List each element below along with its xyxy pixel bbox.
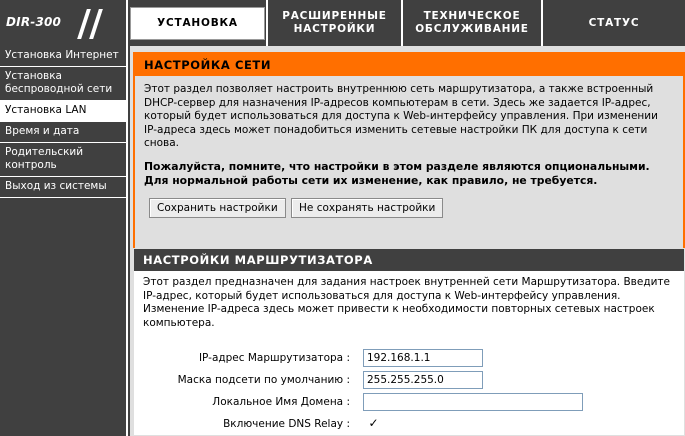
router-settings-panel	[133, 248, 685, 436]
tab-advanced-label: РАСШИРЕННЫЕ НАСТРОЙКИ	[282, 10, 387, 35]
network-settings-title: НАСТРОЙКА СЕТИ	[135, 54, 683, 76]
model-name: DIR-300	[6, 15, 62, 29]
router-settings-title: НАСТРОЙКИ МАРШРУТИЗАТОРА	[134, 249, 684, 271]
ip-address-input[interactable]	[363, 349, 483, 367]
tab-status[interactable]	[541, 0, 685, 46]
network-settings-warning: Пожалуйста, помните, что настройки в этом разделе являются опциональными. Для нормальной работы сети их изменение, как правило, не требуется.	[144, 159, 650, 187]
logo-slash-icon	[77, 9, 91, 39]
sidebar-item-wireless-setup[interactable]: Установка беспроводной сети	[0, 67, 126, 101]
tab-maintenance-label: ТЕХНИЧЕСКОЕ ОБСЛУЖИВАНИЕ	[415, 10, 529, 35]
domain-name-row	[134, 393, 685, 413]
tab-advanced-settings[interactable]	[266, 0, 401, 46]
domain-name-label: Локальное Имя Домена :	[212, 396, 350, 408]
sidebar-item-time-date[interactable]: Время и дата	[0, 122, 126, 143]
brand-logo	[0, 0, 128, 46]
sidebar	[0, 46, 128, 436]
tab-maintenance[interactable]	[401, 0, 541, 46]
dont-save-settings-button[interactable]: Не сохранять настройки	[291, 198, 443, 218]
sidebar-item-lan-setup[interactable]: Установка LAN	[0, 101, 126, 122]
ip-address-row	[134, 349, 685, 369]
dns-relay-label: Включение DNS Relay :	[223, 418, 350, 430]
sidebar-item-parental-control[interactable]: Родительский контроль	[0, 143, 126, 177]
tab-setup-label: УСТАНОВКА	[157, 17, 238, 29]
ip-address-label: IP-адрес Маршрутизатора :	[198, 352, 350, 364]
sidebar-item-logout[interactable]: Выход из системы	[0, 177, 126, 198]
domain-name-input[interactable]	[363, 393, 583, 411]
top-navigation-bar	[0, 0, 685, 46]
tab-status-label: СТАТУС	[588, 16, 640, 29]
subnet-mask-row	[134, 371, 685, 391]
sidebar-item-internet-setup[interactable]: Установка Интернет	[0, 46, 126, 67]
subnet-mask-label: Маска подсети по умолчанию :	[177, 374, 350, 386]
dns-relay-row	[134, 415, 685, 435]
main-content	[130, 46, 685, 436]
save-settings-button[interactable]: Сохранить настройки	[149, 198, 286, 218]
router-settings-description: Этот раздел предназначен для задания настроек внутренней сети Маршрутизатора. Введите IP-адрес, который будет использоваться для доступа к Web-интерфейсу управления. Изменение IP-адреса здесь может привести к необходимости повторных сетевых настроек компьютера.	[143, 276, 670, 329]
logo-slash-icon	[89, 9, 103, 39]
dns-relay-checkbox[interactable]: ✓	[368, 416, 379, 430]
network-settings-description: Этот раздел позволяет настроить внутреннюю сеть маршрутизатора, а также встроенный DHCP-сервер для назначения IP-адресов компьютерам в сети. Здесь же задается IP-адрес, который будет использоваться для доступа к Web-интерфейсу управления. При изменении IP-адреса здесь может понадобиться изменить сетевые настройки ПК для доступа к сети снова.	[144, 83, 658, 149]
subnet-mask-input[interactable]	[363, 371, 483, 389]
tab-setup[interactable]	[130, 7, 265, 40]
